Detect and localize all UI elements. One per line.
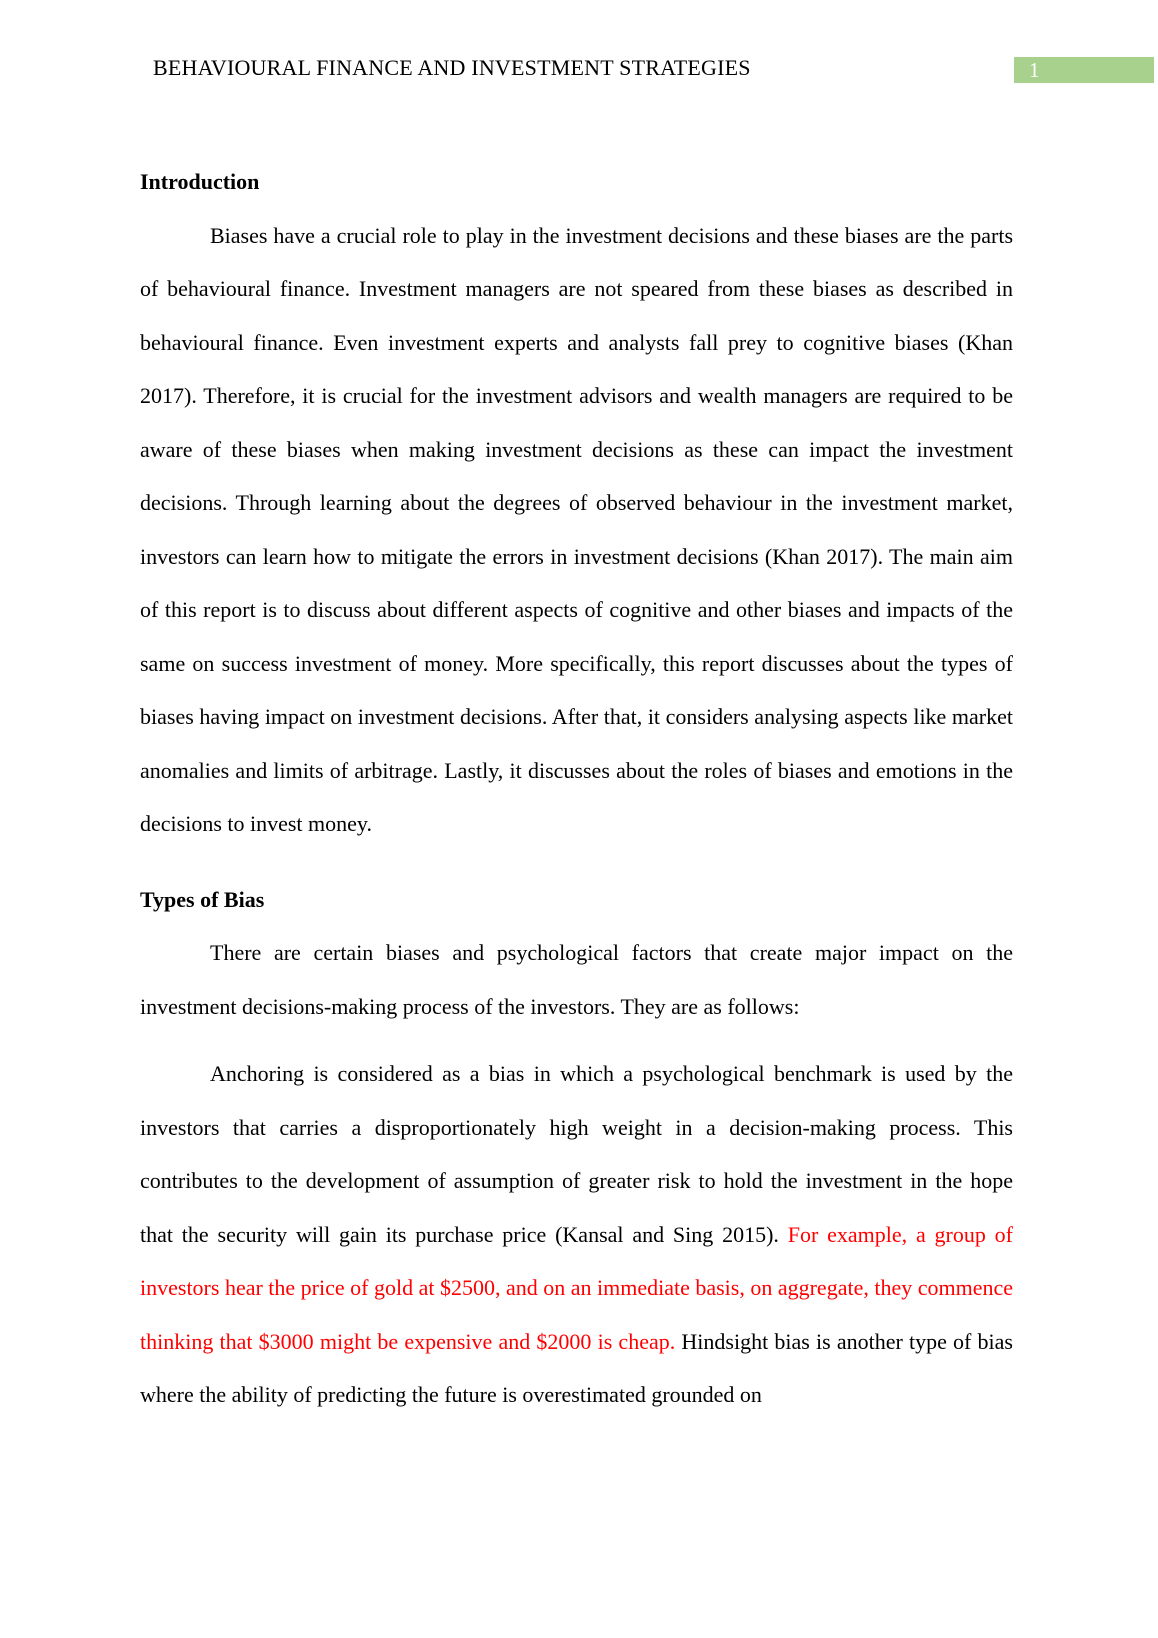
- introduction-paragraph: Biases have a crucial role to play in the investment decisions and these biases are the parts of behavioural finance. Investment managers are not speared from these biases as described in behavioural finance. Even investment experts and analysts fall prey to cognitive biases (Khan 2017). Therefore, it is crucial for the investment advisors and wealth managers are required to be aware of these biases when making investment decisions as these can impact the investment decisions. Through learning about the degrees of observed behaviour in the investment market, investors can learn how to mitigate the errors in investment decisions (Khan 2017). The main aim of this report is to discuss about different aspects of cognitive and other biases and impacts of the same on success investment of money. More specifically, this report discusses about the types of biases having impact on investment decisions. After that, it considers analysing aspects like market anomalies and limits of arbitrage. Lastly, it discusses about the roles of biases and emotions in the decisions to invest money.: [140, 222, 1013, 836]
- section-spacer: [140, 851, 1013, 873]
- section-heading-types-of-bias: Types of Bias: [140, 886, 265, 912]
- section-heading-introduction: Introduction: [140, 169, 260, 194]
- types-of-bias-paragraph: There are certain biases and psychological factors that create major impact on the investment decisions-making process of the investors. They are as follows:: [140, 940, 1013, 1019]
- page-number-box: [1014, 57, 1154, 83]
- anchoring-text: Anchoring is considered as a bias in which a psychological benchmark is used by the investors that carries a disproportionately high weight in a decision-making process. This contributes to the development of assumption of greater risk to hold the investment in the hope that the security will gain its purchase price (Kansal and Sing 2015).: [140, 1061, 1013, 1247]
- example-highlight: For example, a group of investors hear the price of gold at $2500, and on an immediate basis, on aggregate, they commence thinking that $3000 might be expensive and $2000 is cheap.: [140, 1221, 1014, 1354]
- page-number: 1: [1029, 58, 1040, 82]
- anchoring-paragraph: [140, 1047, 1013, 1422]
- hindsight-text: Hindsight bias is another type of bias where the ability of predicting the future is overestimated grounded on: [140, 1328, 1013, 1407]
- paragraph-spacer: [140, 1033, 1013, 1047]
- running-head: BEHAVIOURAL FINANCE AND INVESTMENT STRATEGIES: [153, 55, 751, 80]
- body-text: [140, 155, 1013, 1422]
